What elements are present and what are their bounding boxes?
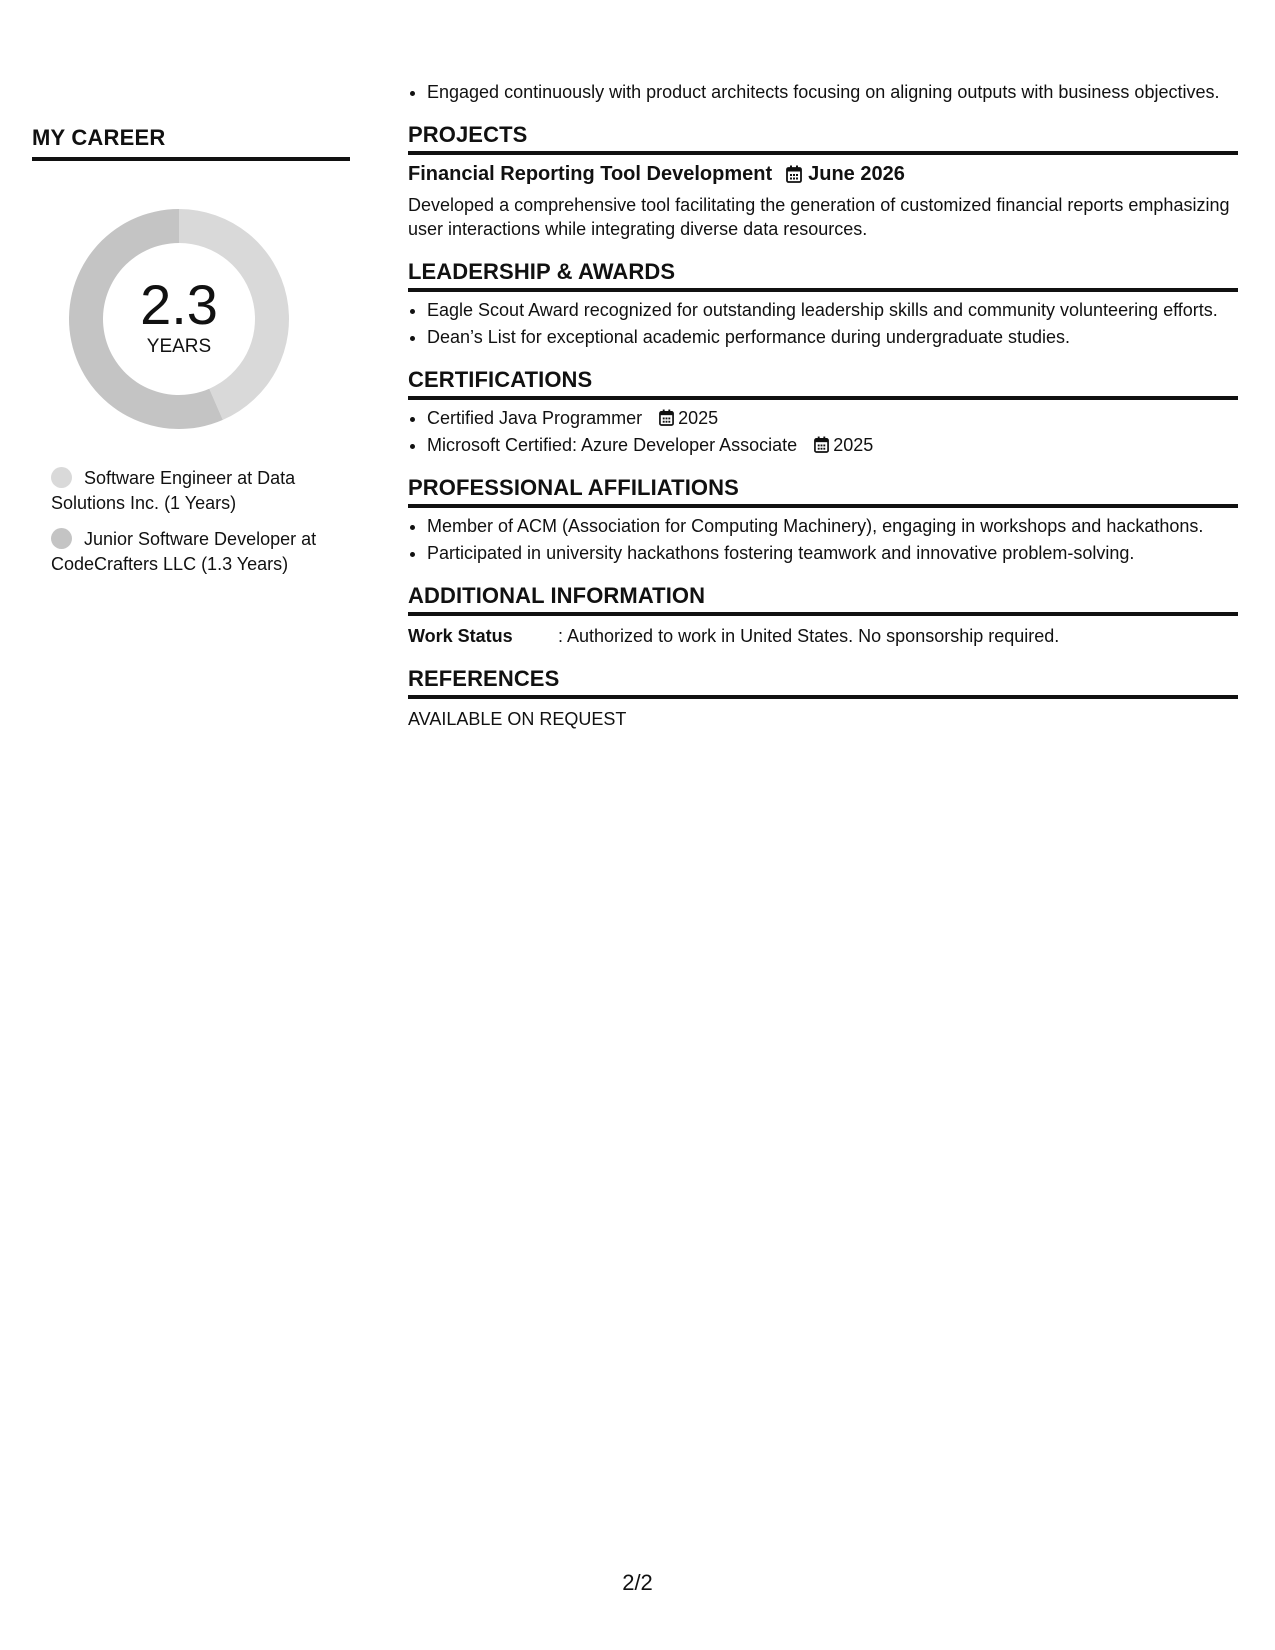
projects-heading: PROJECTS — [408, 122, 1238, 155]
career-donut-chart — [66, 206, 292, 432]
calendar-icon — [786, 165, 802, 183]
certification-name: Certified Java Programmer — [427, 408, 643, 428]
experience-bullet: • Engaged continuously with product architects focusing on aligning outputs with business objectives. — [427, 80, 1238, 104]
career-total-value: 2.3 — [140, 273, 218, 336]
career-heading: MY CAREER — [32, 125, 350, 161]
calendar-icon — [814, 436, 829, 453]
leadership-bullet: • Dean’s List for exceptional academic performance during undergraduate studies. — [427, 325, 1238, 349]
work-status-row — [408, 624, 1238, 648]
legend-dot-icon — [51, 467, 72, 488]
career-legend-item — [51, 527, 350, 577]
leadership-bullets — [408, 298, 1238, 349]
references-heading: REFERENCES — [408, 666, 1238, 699]
leadership-bullet: • Eagle Scout Award recognized for outstanding leadership skills and community volunteering efforts. — [427, 298, 1238, 322]
affiliation-bullet: • Participated in university hackathons fostering teamwork and innovative problem-solving. — [427, 541, 1238, 565]
certification-year: 2025 — [833, 435, 874, 455]
page-number: 2/2 — [622, 1570, 653, 1595]
work-status-value: : Authorized to work in United States. No sponsorship required. — [558, 626, 1060, 646]
leadership-heading: LEADERSHIP & AWARDS — [408, 259, 1238, 292]
certifications-heading: CERTIFICATIONS — [408, 367, 1238, 400]
project-date: June 2026 — [808, 163, 905, 185]
leadership-section — [408, 259, 1238, 349]
career-total-unit: YEARS — [146, 336, 212, 357]
references-section — [408, 666, 1238, 731]
affiliations-section — [408, 475, 1238, 565]
experience-continued — [408, 80, 1238, 104]
affiliations-heading: PROFESSIONAL AFFILIATIONS — [408, 475, 1238, 508]
calendar-icon — [659, 409, 674, 426]
legend-dot-icon — [51, 528, 72, 549]
career-donut-center — [66, 206, 292, 432]
certification-year: 2025 — [678, 408, 719, 428]
certifications-list — [408, 406, 1238, 457]
certifications-section — [408, 367, 1238, 457]
resume-main — [408, 80, 1238, 749]
career-legend-label: Junior Software Developer at CodeCrafters LLC (1.3 Years) — [51, 529, 317, 574]
certification-item — [427, 406, 1238, 430]
experience-bullets — [408, 80, 1238, 104]
additional-info-heading: ADDITIONAL INFORMATION — [408, 583, 1238, 616]
project-title-row — [408, 161, 1238, 187]
certification-name: Microsoft Certified: Azure Developer Associate — [427, 435, 798, 455]
additional-info-section — [408, 583, 1238, 648]
career-sidebar — [32, 125, 350, 588]
career-legend — [32, 466, 350, 577]
career-legend-item — [51, 466, 350, 516]
affiliation-bullet: • Member of ACM (Association for Computing Machinery), engaging in workshops and hackathons. — [427, 514, 1238, 538]
project-title: Financial Reporting Tool Development — [408, 163, 773, 185]
career-legend-label: Software Engineer at Data Solutions Inc. (1 Years) — [51, 468, 296, 513]
project-description: Developed a comprehensive tool facilitating the generation of customized financial reports emphasizing user interactions while integrating diverse data resources. — [408, 195, 1230, 239]
projects-section — [408, 122, 1238, 241]
references-text: AVAILABLE ON REQUEST — [408, 709, 627, 729]
affiliations-bullets — [408, 514, 1238, 565]
work-status-label: Work Status — [408, 626, 513, 646]
certification-item — [427, 433, 1238, 457]
